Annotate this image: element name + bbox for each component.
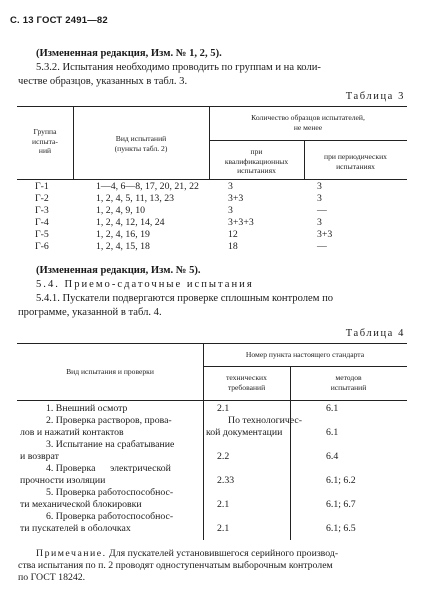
table4-cell-tech: 2.1 <box>217 499 230 510</box>
table3-cell-points: 1—4, 6—8, 17, 20, 21, 22 <box>96 181 199 192</box>
table3-cell-periodic: 3 <box>317 217 322 228</box>
table3-head-rule <box>17 179 407 180</box>
table3-cell-group: Г-6 <box>35 241 49 252</box>
table3-head-test-type: Вид испытаний (пункты табл. 2) <box>114 134 168 153</box>
table4-head-methods: методов испытаний <box>330 373 367 392</box>
table4-cell-name: 3. Испытание на срабатывание <box>46 439 175 450</box>
table4-caption: Таблица 4 <box>345 328 405 339</box>
table4-cell-name: ти механической блокировки <box>20 499 142 510</box>
table3-cell-points: 1, 2, 4, 15, 18 <box>96 241 150 252</box>
table3-cell-points: 1, 2, 4, 16, 19 <box>96 229 150 240</box>
table4-cell-tech: 2.2 <box>217 451 230 462</box>
table3-head-count: Количество образцов испытателей, не менее <box>251 113 365 132</box>
table3-head-group: Группа испыта- ний <box>32 127 58 155</box>
table4-head-tech: технических требований <box>226 373 267 392</box>
table3-cell-periodic: — <box>317 241 327 252</box>
table4-cell-tech: кой документации <box>206 427 283 438</box>
table4-cell-name: 5. Проверка работоспособнос- <box>46 487 174 498</box>
table4-head-rule <box>17 400 407 401</box>
paragraph-5-4-1-line2: программе, указанной в табл. 4. <box>18 307 162 318</box>
table3-cell-points: 1, 2, 4, 12, 14, 24 <box>96 217 165 228</box>
table4-cell-method: 6.1; 6.7 <box>326 499 356 510</box>
edition-note: (Измененная редакция, Изм. № 1, 2, 5). <box>36 48 222 59</box>
table4-cell-tech: 2.33 <box>217 475 235 486</box>
table3-cell-qual: 3 <box>228 205 233 216</box>
table3-cell-qual: 3+3+3 <box>228 217 254 228</box>
table4-head-point-no: Номер пункта настоящего стандарта <box>245 350 365 359</box>
table3-cell-group: Г-1 <box>35 181 49 192</box>
table3-cell-group: Г-3 <box>35 205 49 216</box>
table3-cell-periodic: 3 <box>317 193 322 204</box>
table4-cell-tech: По технологичес- <box>228 415 303 426</box>
table4-top-rule <box>17 343 407 344</box>
note-line3: по ГОСТ 18242. <box>18 572 86 583</box>
table3-head-qualification: при квалификационных испытаниях <box>224 147 289 175</box>
edition-note: (Измененная редакция, Изм. № 5). <box>36 265 201 276</box>
table4-col-divider <box>290 366 291 540</box>
section-title-5-4: 5.4. Приемо-сдаточные испытания <box>36 279 254 290</box>
table3-cell-points: 1, 2, 4, 5, 11, 13, 23 <box>96 193 175 204</box>
table3-cell-group: Г-2 <box>35 193 49 204</box>
table3-cell-qual: 3 <box>228 181 233 192</box>
table4-cell-method: 6.1 <box>326 403 339 414</box>
table4-cell-method: 6.4 <box>326 451 339 462</box>
table3-cell-points: 1, 2, 4, 9, 10 <box>96 205 145 216</box>
table3-cell-periodic: — <box>317 205 327 216</box>
note-line2: ства испытания по п. 2 проводят одноступенчатым выборочным контролем <box>18 560 333 571</box>
table3-cell-group: Г-4 <box>35 217 49 228</box>
table3-caption: Таблица 3 <box>345 91 405 102</box>
table3-cell-periodic: 3 <box>317 181 322 192</box>
table3-cell-periodic: 3+3 <box>317 229 333 240</box>
note-line1: Примечание. Для пускателей установившегося серийного производ- <box>36 548 339 559</box>
table3-head-periodic: при периодических испытаниях <box>324 152 387 171</box>
table4-cell-name: 2. Проверка растворов, прова- <box>46 415 172 426</box>
table4-cell-name: 4. Проверка электрической <box>46 463 171 474</box>
table4-cell-name: 6. Проверка работоспособнос- <box>46 511 174 522</box>
table4-cell-method: 6.1; 6.5 <box>326 523 356 534</box>
table3-cell-group: Г-5 <box>35 229 49 240</box>
table3-subhead-rule <box>209 140 407 141</box>
table3-cell-qual: 3+3 <box>228 193 244 204</box>
paragraph-5-3-2-line2: честве образцов, указанных в табл. 3. <box>18 76 188 87</box>
table4-cell-method: 6.1 <box>326 427 339 438</box>
table4-cell-method: 6.1; 6.2 <box>326 475 356 486</box>
table3-top-rule <box>17 106 407 107</box>
page-header: С. 13 ГОСТ 2491—82 <box>10 15 108 26</box>
table4-subhead-rule <box>203 366 407 367</box>
table3-cell-qual: 12 <box>228 229 238 240</box>
paragraph-5-3-2-line1: 5.3.2. Испытания необходимо проводить по группам и на коли- <box>36 62 321 73</box>
table4-cell-name: прочности изоляции <box>20 475 106 486</box>
table4-cell-name: 1. Внешний осмотр <box>46 403 128 414</box>
table4-cell-name: и возврат <box>20 451 59 462</box>
table4-head-test-type: Вид испытания и проверки <box>66 367 154 376</box>
table4-cell-tech: 2.1 <box>217 523 230 534</box>
paragraph-5-4-1-line1: 5.4.1. Пускатели подвергаются проверке сплошным контролем по <box>36 293 334 304</box>
note-label: Примечание. <box>36 548 107 559</box>
table4-cell-name: ти пускателей в оболочках <box>20 523 131 534</box>
table4-cell-name: лов и нажатий контактов <box>20 427 124 438</box>
table3-cell-qual: 18 <box>228 241 238 252</box>
table4-cell-tech: 2.1 <box>217 403 230 414</box>
